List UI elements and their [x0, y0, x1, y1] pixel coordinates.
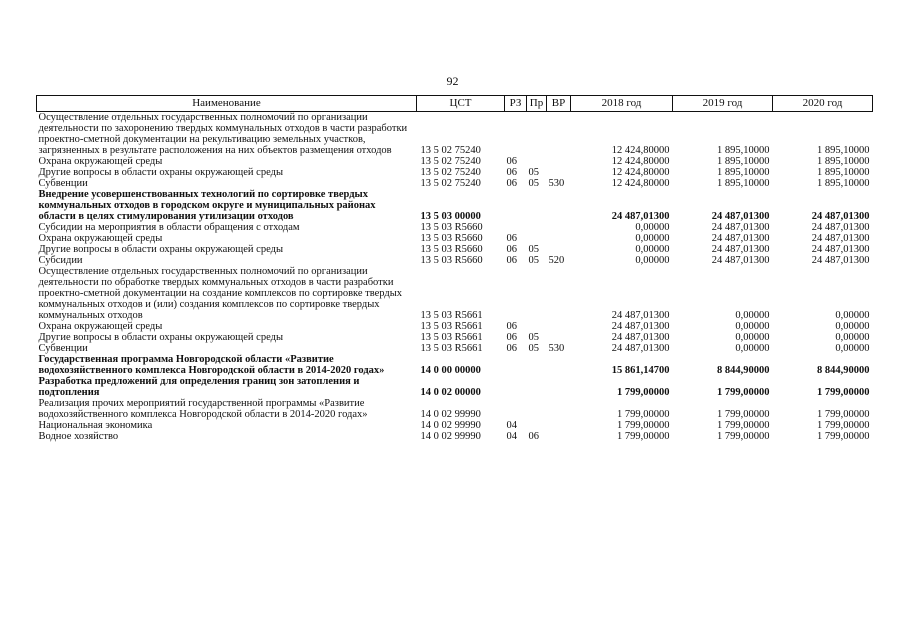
cell-pr	[527, 156, 547, 167]
cell-2018: 1 799,00000	[617, 409, 670, 420]
table-row	[37, 167, 873, 178]
table-row	[37, 354, 873, 376]
cell-2019: 1 895,10000	[717, 156, 770, 167]
cell-cst: 13 5 03 00000	[420, 211, 481, 222]
cell-2018: 12 424,80000	[611, 156, 670, 167]
cell-pr: 05	[528, 332, 539, 343]
cell-pr	[527, 420, 547, 431]
cell-cst: 13 5 03 R5660	[420, 244, 483, 255]
cell-name: Национальная экономика	[38, 420, 153, 431]
table-row	[37, 420, 873, 431]
cell-name: Охрана окружающей среды	[38, 156, 163, 167]
cell-vr	[547, 233, 571, 244]
cell-2020: 1 895,10000	[817, 178, 870, 189]
cell-2018: 24 487,01300	[611, 332, 670, 343]
cell-2020: 24 487,01300	[811, 244, 870, 255]
cell-2020: 24 487,01300	[811, 233, 870, 244]
cell-pr: 05	[528, 244, 539, 255]
cell-pr	[527, 112, 547, 157]
cell-2019: 1 799,00000	[717, 409, 770, 420]
cell-2019: 0,00000	[735, 343, 770, 354]
cell-cst: 13 5 03 R5660	[420, 233, 483, 244]
cell-pr	[527, 266, 547, 321]
cell-cst: 13 5 02 75240	[420, 167, 481, 178]
cell-vr	[547, 167, 571, 178]
cell-2020: 1 895,10000	[817, 167, 870, 178]
cell-2019: 24 487,01300	[711, 222, 770, 233]
cell-vr	[547, 244, 571, 255]
header-name: Наименование	[37, 96, 417, 112]
cell-vr	[547, 156, 571, 167]
cell-vr	[547, 222, 571, 233]
cell-name: Субсидии на мероприятия в области обращения с отходам	[38, 222, 300, 233]
cell-2019: 1 895,10000	[717, 178, 770, 189]
table-row	[37, 156, 873, 167]
cell-name: Осуществление отдельных государственных полномочий по организации деятельности по захоронению твердых коммунальных отходов в части разработки проектно-сметной документации на рекультивацию земельных участков, загрязненных в результате расположения на них объектов размещения отходов	[38, 112, 408, 156]
cell-2018: 24 487,01300	[611, 211, 670, 222]
cell-name: Другие вопросы в области охраны окружающей среды	[38, 244, 283, 255]
cell-2020: 1 895,10000	[817, 156, 870, 167]
budget-table	[36, 95, 873, 442]
cell-name: Субвенции	[38, 343, 88, 354]
cell-cst: 14 0 00 00000	[420, 365, 481, 376]
cell-pr: 05	[528, 178, 539, 189]
cell-rz: 06	[506, 321, 517, 332]
cell-cst: 13 5 03 R5660	[420, 222, 483, 233]
cell-2020: 1 799,00000	[817, 387, 870, 398]
table-row	[37, 255, 873, 266]
cell-2019: 1 799,00000	[717, 431, 770, 442]
cell-pr	[527, 321, 547, 332]
cell-vr	[547, 112, 571, 157]
cell-2020: 1 799,00000	[817, 409, 870, 420]
cell-vr	[547, 332, 571, 343]
cell-2019: 1 799,00000	[717, 387, 770, 398]
cell-vr	[547, 354, 571, 376]
cell-2019: 1 895,10000	[717, 167, 770, 178]
cell-2020: 1 895,10000	[817, 145, 870, 156]
cell-rz: 04	[506, 431, 517, 442]
cell-2019: 0,00000	[735, 332, 770, 343]
cell-name: Охрана окружающей среды	[38, 321, 163, 332]
cell-pr	[527, 354, 547, 376]
cell-2019: 1 799,00000	[717, 420, 770, 431]
cell-2019: 0,00000	[735, 321, 770, 332]
cell-2020: 0,00000	[835, 321, 870, 332]
cell-pr	[527, 189, 547, 222]
cell-2020: 0,00000	[835, 332, 870, 343]
table-row	[37, 376, 873, 398]
cell-cst: 13 5 03 R5661	[420, 321, 483, 332]
cell-name: Водное хозяйство	[38, 431, 119, 442]
cell-rz	[505, 354, 527, 376]
cell-2018: 12 424,80000	[611, 167, 670, 178]
cell-2019: 1 895,10000	[717, 145, 770, 156]
cell-rz: 06	[506, 244, 517, 255]
cell-vr	[547, 431, 571, 442]
cell-2018: 12 424,80000	[611, 178, 670, 189]
cell-rz: 06	[506, 156, 517, 167]
cell-vr	[547, 266, 571, 321]
header-vr: ВР	[547, 96, 571, 112]
cell-pr	[527, 233, 547, 244]
cell-name: Охрана окружающей среды	[38, 233, 163, 244]
cell-2019: 24 487,01300	[711, 255, 770, 266]
table-row	[37, 321, 873, 332]
cell-pr	[527, 222, 547, 233]
table-row	[37, 343, 873, 354]
table-header-row	[37, 96, 873, 112]
table-row	[37, 222, 873, 233]
cell-cst: 14 0 02 00000	[420, 387, 481, 398]
table-row	[37, 244, 873, 255]
cell-cst: 14 0 02 99990	[420, 431, 481, 442]
header-pr: Пр	[527, 96, 547, 112]
cell-rz	[505, 112, 527, 157]
cell-rz: 06	[506, 255, 517, 266]
cell-2020: 1 799,00000	[817, 431, 870, 442]
cell-vr	[547, 189, 571, 222]
cell-2018: 0,00000	[635, 255, 670, 266]
header-cst: ЦСТ	[417, 96, 505, 112]
page-number: 92	[446, 74, 459, 88]
cell-cst: 13 5 03 R5660	[420, 255, 483, 266]
cell-2019: 0,00000	[735, 310, 770, 321]
cell-2020: 8 844,90000	[817, 365, 870, 376]
table-row	[37, 189, 873, 222]
cell-name: Другие вопросы в области охраны окружающей среды	[38, 167, 283, 178]
cell-name: Разработка предложений для определения границ зон затопления и подтопления	[38, 376, 360, 398]
cell-2018: 24 487,01300	[611, 343, 670, 354]
cell-pr: 06	[528, 431, 539, 442]
cell-2020: 24 487,01300	[811, 211, 870, 222]
cell-rz	[505, 266, 527, 321]
table-body	[37, 112, 873, 443]
cell-rz: 06	[506, 233, 517, 244]
cell-rz: 06	[506, 332, 517, 343]
cell-2018: 1 799,00000	[617, 387, 670, 398]
cell-name: Внедрение усовершенствованных технологий по сортировке твердых коммунальных отходов в городском округе и муниципальных районах области в целях стимулирования утилизации отходов	[38, 189, 376, 222]
table-row	[37, 332, 873, 343]
cell-rz: 04	[506, 420, 517, 431]
cell-name: Осуществление отдельных государственных полномочий по организации деятельности по обработке твердых коммунальных отходов в части разработки проектно-сметной документации на создание комплексов по сортировке твердых коммунальных отходов и (или) создания комплексов по сортировке твердых коммунальных отходов	[38, 266, 403, 321]
table-row	[37, 178, 873, 189]
cell-cst: 13 5 02 75240	[420, 156, 481, 167]
cell-pr: 05	[528, 255, 539, 266]
cell-vr: 530	[548, 178, 565, 189]
cell-name: Реализация прочих мероприятий государственной программы «Развитие водохозяйственного комплекса Новгородской области в 2014-2020 годах»	[38, 398, 368, 420]
table-row	[37, 398, 873, 420]
cell-name: Субсидии	[38, 255, 83, 266]
cell-vr	[547, 376, 571, 398]
cell-2019: 24 487,01300	[711, 244, 770, 255]
cell-pr: 05	[528, 343, 539, 354]
cell-name: Субвенции	[38, 178, 88, 189]
cell-2020: 1 799,00000	[817, 420, 870, 431]
cell-cst: 13 5 02 75240	[420, 145, 481, 156]
table-row	[37, 266, 873, 321]
cell-pr	[527, 376, 547, 398]
header-2018: 2018 год	[571, 96, 673, 112]
cell-2019: 8 844,90000	[717, 365, 770, 376]
header-2020: 2020 год	[773, 96, 873, 112]
cell-rz: 06	[506, 178, 517, 189]
cell-rz	[505, 222, 527, 233]
cell-2018: 0,00000	[635, 244, 670, 255]
cell-cst: 14 0 02 99990	[420, 409, 481, 420]
table-row	[37, 233, 873, 244]
cell-rz	[505, 398, 527, 420]
cell-2018: 0,00000	[635, 222, 670, 233]
cell-2020: 24 487,01300	[811, 255, 870, 266]
cell-rz	[505, 376, 527, 398]
header-rz: РЗ	[505, 96, 527, 112]
table-row	[37, 431, 873, 442]
cell-cst: 13 5 03 R5661	[420, 332, 483, 343]
cell-pr	[527, 398, 547, 420]
cell-2019: 24 487,01300	[711, 233, 770, 244]
cell-2018: 24 487,01300	[611, 321, 670, 332]
table-row	[37, 112, 873, 157]
cell-2020: 24 487,01300	[811, 222, 870, 233]
cell-rz: 06	[506, 343, 517, 354]
cell-2018: 1 799,00000	[617, 420, 670, 431]
header-2019: 2019 год	[673, 96, 773, 112]
cell-vr	[547, 321, 571, 332]
cell-pr: 05	[528, 167, 539, 178]
cell-vr: 530	[548, 343, 565, 354]
cell-2019: 24 487,01300	[711, 211, 770, 222]
cell-2018: 12 424,80000	[611, 145, 670, 156]
cell-2018: 15 861,14700	[611, 365, 670, 376]
cell-name: Другие вопросы в области охраны окружающей среды	[38, 332, 283, 343]
cell-vr: 520	[548, 255, 565, 266]
cell-rz	[505, 189, 527, 222]
cell-cst: 13 5 03 R5661	[420, 310, 483, 321]
cell-vr	[547, 398, 571, 420]
cell-rz: 06	[506, 167, 517, 178]
cell-2018: 1 799,00000	[617, 431, 670, 442]
cell-cst: 13 5 02 75240	[420, 178, 481, 189]
cell-2018: 0,00000	[635, 233, 670, 244]
cell-2020: 0,00000	[835, 310, 870, 321]
cell-cst: 14 0 02 99990	[420, 420, 481, 431]
cell-cst: 13 5 03 R5661	[420, 343, 483, 354]
cell-name: Государственная программа Новгородской области «Развитие водохозяйственного комплекса Новгородской области в 2014-2020 годах»	[38, 354, 385, 376]
cell-2020: 0,00000	[835, 343, 870, 354]
cell-2018: 24 487,01300	[611, 310, 670, 321]
cell-vr	[547, 420, 571, 431]
